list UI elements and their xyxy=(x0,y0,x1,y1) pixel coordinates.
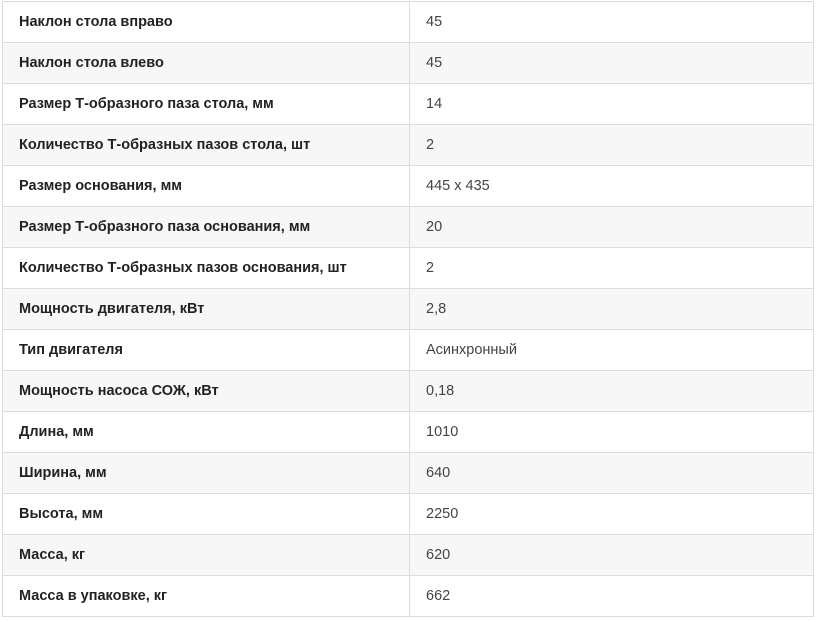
spec-label: Тип двигателя xyxy=(3,330,410,371)
spec-value: 45 xyxy=(410,43,814,84)
spec-value: Асинхронный xyxy=(410,330,814,371)
spec-label: Размер Т-образного паза стола, мм xyxy=(3,84,410,125)
table-row xyxy=(3,453,814,494)
spec-value: 2,8 xyxy=(410,289,814,330)
table-row xyxy=(3,535,814,576)
spec-label: Масса, кг xyxy=(3,535,410,576)
table-row xyxy=(3,576,814,617)
spec-value: 0,18 xyxy=(410,371,814,412)
table-row xyxy=(3,494,814,535)
spec-value: 620 xyxy=(410,535,814,576)
spec-value: 445 x 435 xyxy=(410,166,814,207)
spec-value: 45 xyxy=(410,2,814,43)
table-row xyxy=(3,2,814,43)
spec-label: Высота, мм xyxy=(3,494,410,535)
spec-value: 14 xyxy=(410,84,814,125)
spec-label: Ширина, мм xyxy=(3,453,410,494)
spec-label: Количество Т-образных пазов основания, шт xyxy=(3,248,410,289)
table-row xyxy=(3,248,814,289)
table-row xyxy=(3,84,814,125)
spec-label: Масса в упаковке, кг xyxy=(3,576,410,617)
spec-value: 2 xyxy=(410,248,814,289)
table-row xyxy=(3,125,814,166)
table-row xyxy=(3,207,814,248)
spec-value: 1010 xyxy=(410,412,814,453)
spec-label: Длина, мм xyxy=(3,412,410,453)
table-row xyxy=(3,412,814,453)
table-row xyxy=(3,330,814,371)
spec-value: 20 xyxy=(410,207,814,248)
spec-label: Мощность двигателя, кВт xyxy=(3,289,410,330)
spec-value: 2 xyxy=(410,125,814,166)
spec-label: Мощность насоса СОЖ, кВт xyxy=(3,371,410,412)
spec-label: Наклон стола влево xyxy=(3,43,410,84)
spec-label: Размер Т-образного паза основания, мм xyxy=(3,207,410,248)
table-row xyxy=(3,166,814,207)
spec-value: 640 xyxy=(410,453,814,494)
spec-label: Размер основания, мм xyxy=(3,166,410,207)
spec-value: 2250 xyxy=(410,494,814,535)
table-row xyxy=(3,43,814,84)
table-row xyxy=(3,371,814,412)
table-row xyxy=(3,289,814,330)
spec-label: Наклон стола вправо xyxy=(3,2,410,43)
spec-label: Количество Т-образных пазов стола, шт xyxy=(3,125,410,166)
specs-table-body xyxy=(3,2,814,617)
specs-table xyxy=(2,1,814,617)
spec-value: 662 xyxy=(410,576,814,617)
